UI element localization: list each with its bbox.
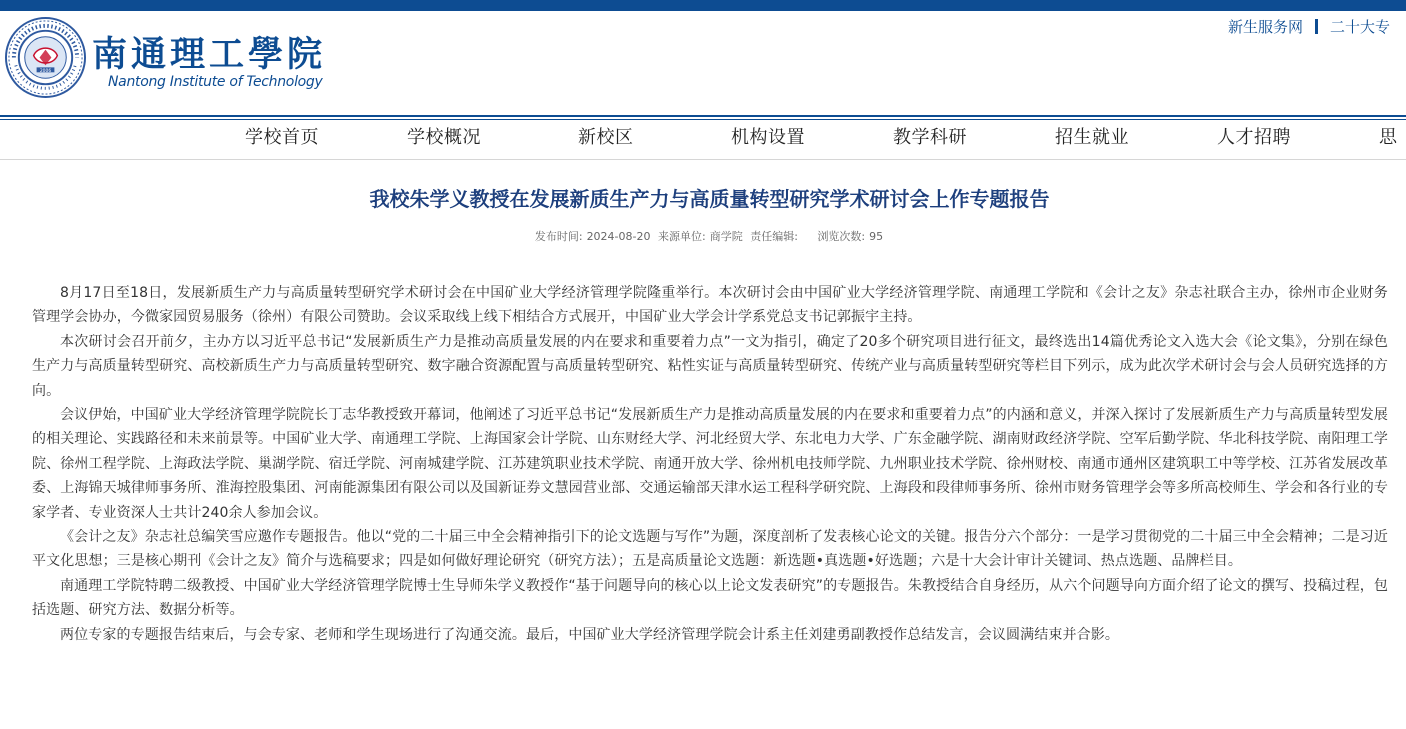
nav-item-home[interactable]: 学校首页	[245, 127, 319, 148]
nav-item-overview[interactable]: 学校概况	[407, 127, 481, 148]
logo-chinese-name[interactable]: 南通理工學院	[92, 34, 327, 75]
article-paragraph: 两位专家的专题报告结束后，与会专家、老师和学生现场进行了沟通交流。最后，中国矿业大学经济管理学院会计系主任刘建勇副教授作总结发言，会议圆满结束并合影。	[60, 626, 1119, 643]
nav-item-truncated[interactable]: 思	[1379, 127, 1398, 148]
nav-bottom-line	[0, 159, 1406, 160]
views-label: 浏览次数:	[817, 230, 866, 243]
nav-item-departments[interactable]: 机构设置	[731, 127, 805, 148]
nav-item-teaching-research[interactable]: 教学科研	[893, 127, 967, 148]
article-meta	[0, 229, 1406, 245]
site-header	[0, 11, 1406, 115]
article-paragraph: 会议伊始，中国矿业大学经济管理学院院长丁志华教授致开幕词，他阐述了习近平总书记“发展新质生产力是推动高质量发展的内在要求和重要着力点”的内涵和意义，并深入探讨了发展新质生产力与高质量转型发展的相关理论、实践路径和未来前景等。中国矿业大学、南通理工学院、上海国家会计学院、山东财经大学、河北经贸大学、东北电力大学、广东金融学院、湖南财政经济学院、空军后勤学院、华北科技学院、南阳理工学院、徐州工程学院、上海政法学院、巢湖学院、宿迁学院、河南城建学院、江苏建筑职业技术学院、南通开放大学、徐州机电技师学院、九州职业技术学院、徐州财校、南通市通州区建筑职工中等学校、江苏省发展改革委、上海锦天城律师事务所、淮海控股集团、河南能源集团有限公司以及国新证券文慧园营业部、交通运输部天津水运工程科学研究院、上海段和段律师事务所、徐州市财务管理学会等多所高校师生、学会和各行业的专家学者、专业资深人士共计240余人参加会议。	[32, 407, 1388, 521]
top-links	[1228, 17, 1390, 37]
source-value: 商学院	[709, 230, 743, 243]
article-paragraph: 本次研讨会召开前夕，主办方以习近平总书记“发展新质生产力是推动高质量发展的内在要求和重要着力点”一文为指引，确定了20多个研究项目进行征文，最终选出14篇优秀论文入选大会《论文集》，分别在绿色生产力与高质量转型研究、高校新质生产力与高质量转型研究、数字融合资源配置与高质量转型研究、粘性实证与高质量转型研究、传统产业与高质量转型研究等栏目下列示，成为此次学术研讨会与会人员研究选择的方向。	[32, 333, 1388, 399]
editor-label: 责任编辑:	[750, 230, 798, 243]
svg-text:2006: 2006	[39, 68, 52, 74]
nav-item-new-campus[interactable]: 新校区	[578, 127, 634, 148]
university-seal-icon[interactable]	[4, 16, 87, 99]
nav-top-line	[0, 115, 1406, 117]
article-body	[32, 281, 1388, 647]
source-label: 来源单位:	[658, 230, 706, 243]
top-color-bar	[0, 0, 1406, 11]
nav-item-admissions[interactable]: 招生就业	[1055, 127, 1129, 148]
article-paragraph: 《会计之友》杂志社总编笑雪应邀作专题报告。他以“党的二十届三中全会精神指引下的论文选题与写作”为题，深度剖析了发表核心论文的关键。报告分六个部分：一是学习贯彻党的二十届三中全会精神；二是习近平文化思想；三是核心期刊《会计之友》简介与选稿要求；四是如何做好理论研究（研究方法）；五是高质量论文选题：新选题•真选题•好选题；六是十大会计审计关键词、热点选题、品牌栏目。	[32, 529, 1388, 570]
article-paragraph: 南通理工学院特聘二级教授、中国矿业大学经济管理学院博士生导师朱学义教授作“基于问题导向的核心以上论文发表研究”的专题报告。朱教授结合自身经历，从六个问题导向方面介绍了论文的撰写、投稿过程，包括选题、研究方法、数据分析等。	[32, 577, 1388, 619]
nav-item-recruitment[interactable]: 人才招聘	[1217, 127, 1291, 148]
logo-english-name[interactable]: Nantong Institute of Technology	[108, 74, 323, 90]
article-paragraph: 8月17日至18日，发展新质生产力与高质量转型研究学术研讨会在中国矿业大学经济管理学院隆重举行。本次研讨会由中国矿业大学经济管理学院、南通理工学院和《会计之友》杂志社联合主办，徐州市企业财务管理学会协办，今微家园贸易服务（徐州）有限公司赞助。会议采取线上线下相结合方式展开，中国矿业大学会计学系党总支书记郭振宇主持。	[32, 285, 1388, 326]
publish-label: 发布时间:	[534, 230, 583, 243]
top-link-freshman[interactable]: 新生服务网	[1228, 18, 1304, 36]
article-title: 我校朱学义教授在发展新质生产力与高质量转型研究学术研讨会上作专题报告	[369, 187, 1050, 211]
top-link-congress[interactable]: 二十大专	[1330, 18, 1391, 36]
top-link-separator	[1315, 19, 1318, 34]
views-count: 95	[869, 230, 884, 243]
publish-date: 2024-08-20	[586, 230, 651, 243]
main-nav	[0, 120, 1406, 158]
